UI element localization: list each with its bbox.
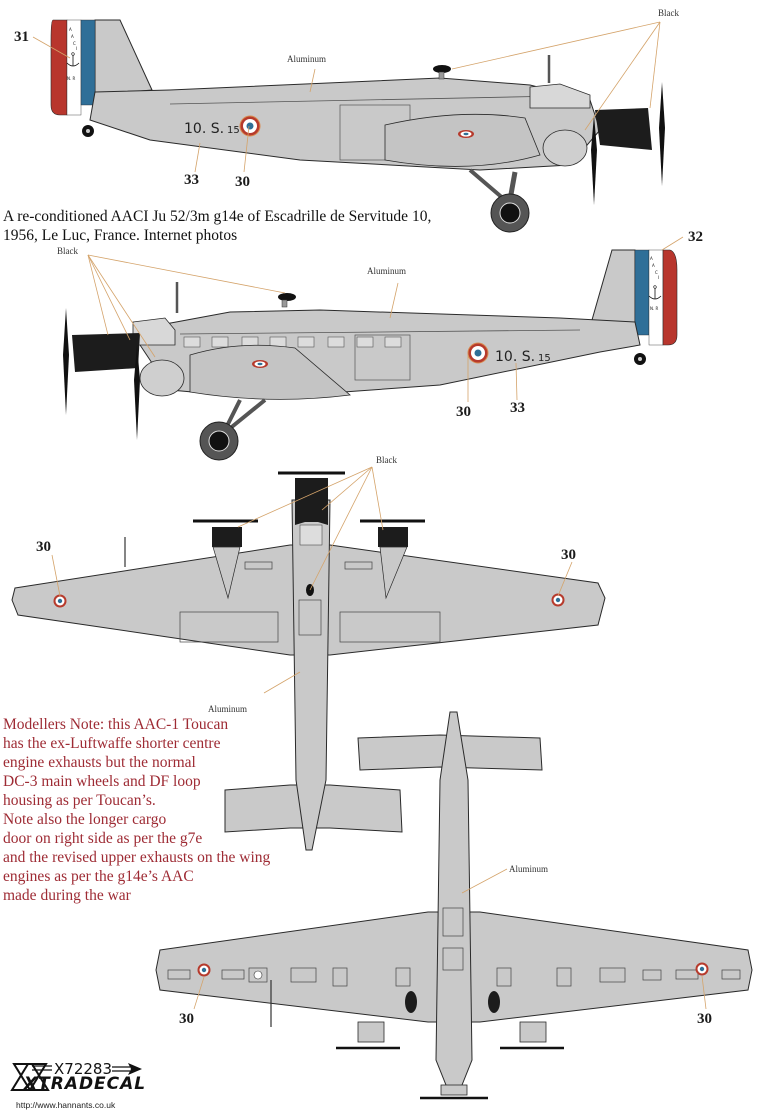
callout-black: Black bbox=[57, 246, 78, 256]
registration-marking: 10. S. bbox=[495, 349, 536, 365]
fin-letter: A bbox=[650, 256, 653, 261]
callout-32: 32 bbox=[688, 229, 703, 245]
tail-fin bbox=[95, 20, 152, 95]
registration-suffix: 15 bbox=[538, 353, 551, 364]
cockpit-glazing bbox=[300, 525, 322, 545]
note-line: made during the war bbox=[3, 887, 131, 904]
product-code: X72283 bbox=[54, 1060, 112, 1078]
main-wheel bbox=[488, 991, 500, 1013]
fin-letter: A bbox=[69, 27, 72, 32]
callout-30: 30 bbox=[456, 404, 471, 420]
fuselage bbox=[436, 712, 472, 1090]
fin-letter: C bbox=[73, 41, 76, 46]
callout-31: 31 bbox=[14, 29, 29, 45]
callout-30: 30 bbox=[697, 1011, 712, 1027]
wing-roundel bbox=[198, 964, 211, 977]
note-line: has the ex-Luftwaffe shorter centre bbox=[3, 735, 221, 752]
rudder-blue bbox=[81, 20, 95, 105]
rudder-white bbox=[67, 20, 81, 115]
profile-left-side bbox=[14, 8, 679, 232]
brand-name: XTRADECAL bbox=[24, 1074, 147, 1094]
fin-serial: N. R bbox=[67, 76, 76, 81]
registration-suffix: 15 bbox=[227, 125, 240, 136]
callout-aluminum: Aluminum bbox=[287, 54, 327, 64]
callout-aluminum: Aluminum bbox=[367, 266, 407, 276]
note-line: engine exhausts but the normal bbox=[3, 754, 196, 771]
callout-black: Black bbox=[658, 8, 679, 18]
rudder-blue bbox=[635, 250, 649, 335]
xtradecal-logo bbox=[8, 1060, 148, 1110]
note-line: and the revised upper exhausts on the wing bbox=[3, 849, 271, 866]
wing-engine bbox=[543, 130, 587, 166]
wing-roundel bbox=[696, 963, 709, 976]
profile-caption bbox=[3, 207, 443, 245]
fin-letter: C bbox=[655, 270, 658, 275]
callout-30: 30 bbox=[235, 174, 250, 190]
fuselage-roundel bbox=[468, 343, 488, 363]
fin-letter: I bbox=[76, 46, 78, 51]
website-link[interactable]: http://www.hannants.co.uk bbox=[16, 1100, 116, 1110]
wing-roundel bbox=[54, 595, 67, 608]
registration-marking: 10. S. bbox=[184, 121, 225, 137]
left-engine bbox=[212, 527, 242, 547]
callout-30: 30 bbox=[36, 539, 51, 555]
callout-30: 30 bbox=[561, 547, 576, 563]
caption-line: A re-conditioned AACI Ju 52/3m g14e of Escadrille de Servitude 10, bbox=[3, 208, 432, 225]
tail-fin bbox=[592, 250, 635, 325]
rudder-red bbox=[663, 250, 677, 345]
profile-right-side bbox=[57, 229, 703, 460]
callout-black: Black bbox=[376, 455, 397, 465]
note-line: housing as per Toucan’s. bbox=[3, 792, 156, 809]
caption-line: 1956, Le Luc, France. Internet photos bbox=[3, 227, 238, 244]
centre-engine-cowl bbox=[295, 478, 328, 525]
right-engine bbox=[520, 1022, 546, 1042]
callout-33: 33 bbox=[510, 400, 525, 416]
callout-30: 30 bbox=[179, 1011, 194, 1027]
callout-aluminum: Aluminum bbox=[208, 704, 248, 714]
cockpit bbox=[530, 84, 590, 108]
wing-roundel bbox=[252, 360, 268, 368]
right-engine bbox=[378, 527, 408, 547]
note-line: Note also the longer cargo bbox=[3, 811, 167, 828]
callout-33: 33 bbox=[184, 172, 199, 188]
fuselage-roundel bbox=[240, 116, 260, 136]
note-line: engines as per the g14e’s AAC bbox=[3, 868, 194, 885]
fin-serial: N. R bbox=[650, 306, 659, 311]
main-wheel bbox=[405, 991, 417, 1013]
wing-root bbox=[385, 114, 540, 166]
callout-aluminum: Aluminum bbox=[509, 864, 549, 874]
propeller bbox=[63, 308, 69, 415]
rudder-red bbox=[51, 20, 67, 115]
note-line: DC-3 main wheels and DF loop bbox=[3, 773, 201, 790]
note-line: Modellers Note: this AAC-1 Toucan bbox=[3, 716, 229, 733]
centre-engine-cowl bbox=[595, 108, 652, 150]
propeller bbox=[659, 82, 665, 186]
note-line: door on right side as per the g7e bbox=[3, 830, 203, 847]
fin-letter: A bbox=[71, 34, 74, 39]
fin-letter: I bbox=[658, 275, 660, 280]
wing-engine bbox=[140, 360, 184, 396]
modellers-note bbox=[3, 715, 333, 905]
left-engine bbox=[358, 1022, 384, 1042]
wing-roundel bbox=[458, 130, 474, 138]
fin-letter: A bbox=[652, 263, 655, 268]
